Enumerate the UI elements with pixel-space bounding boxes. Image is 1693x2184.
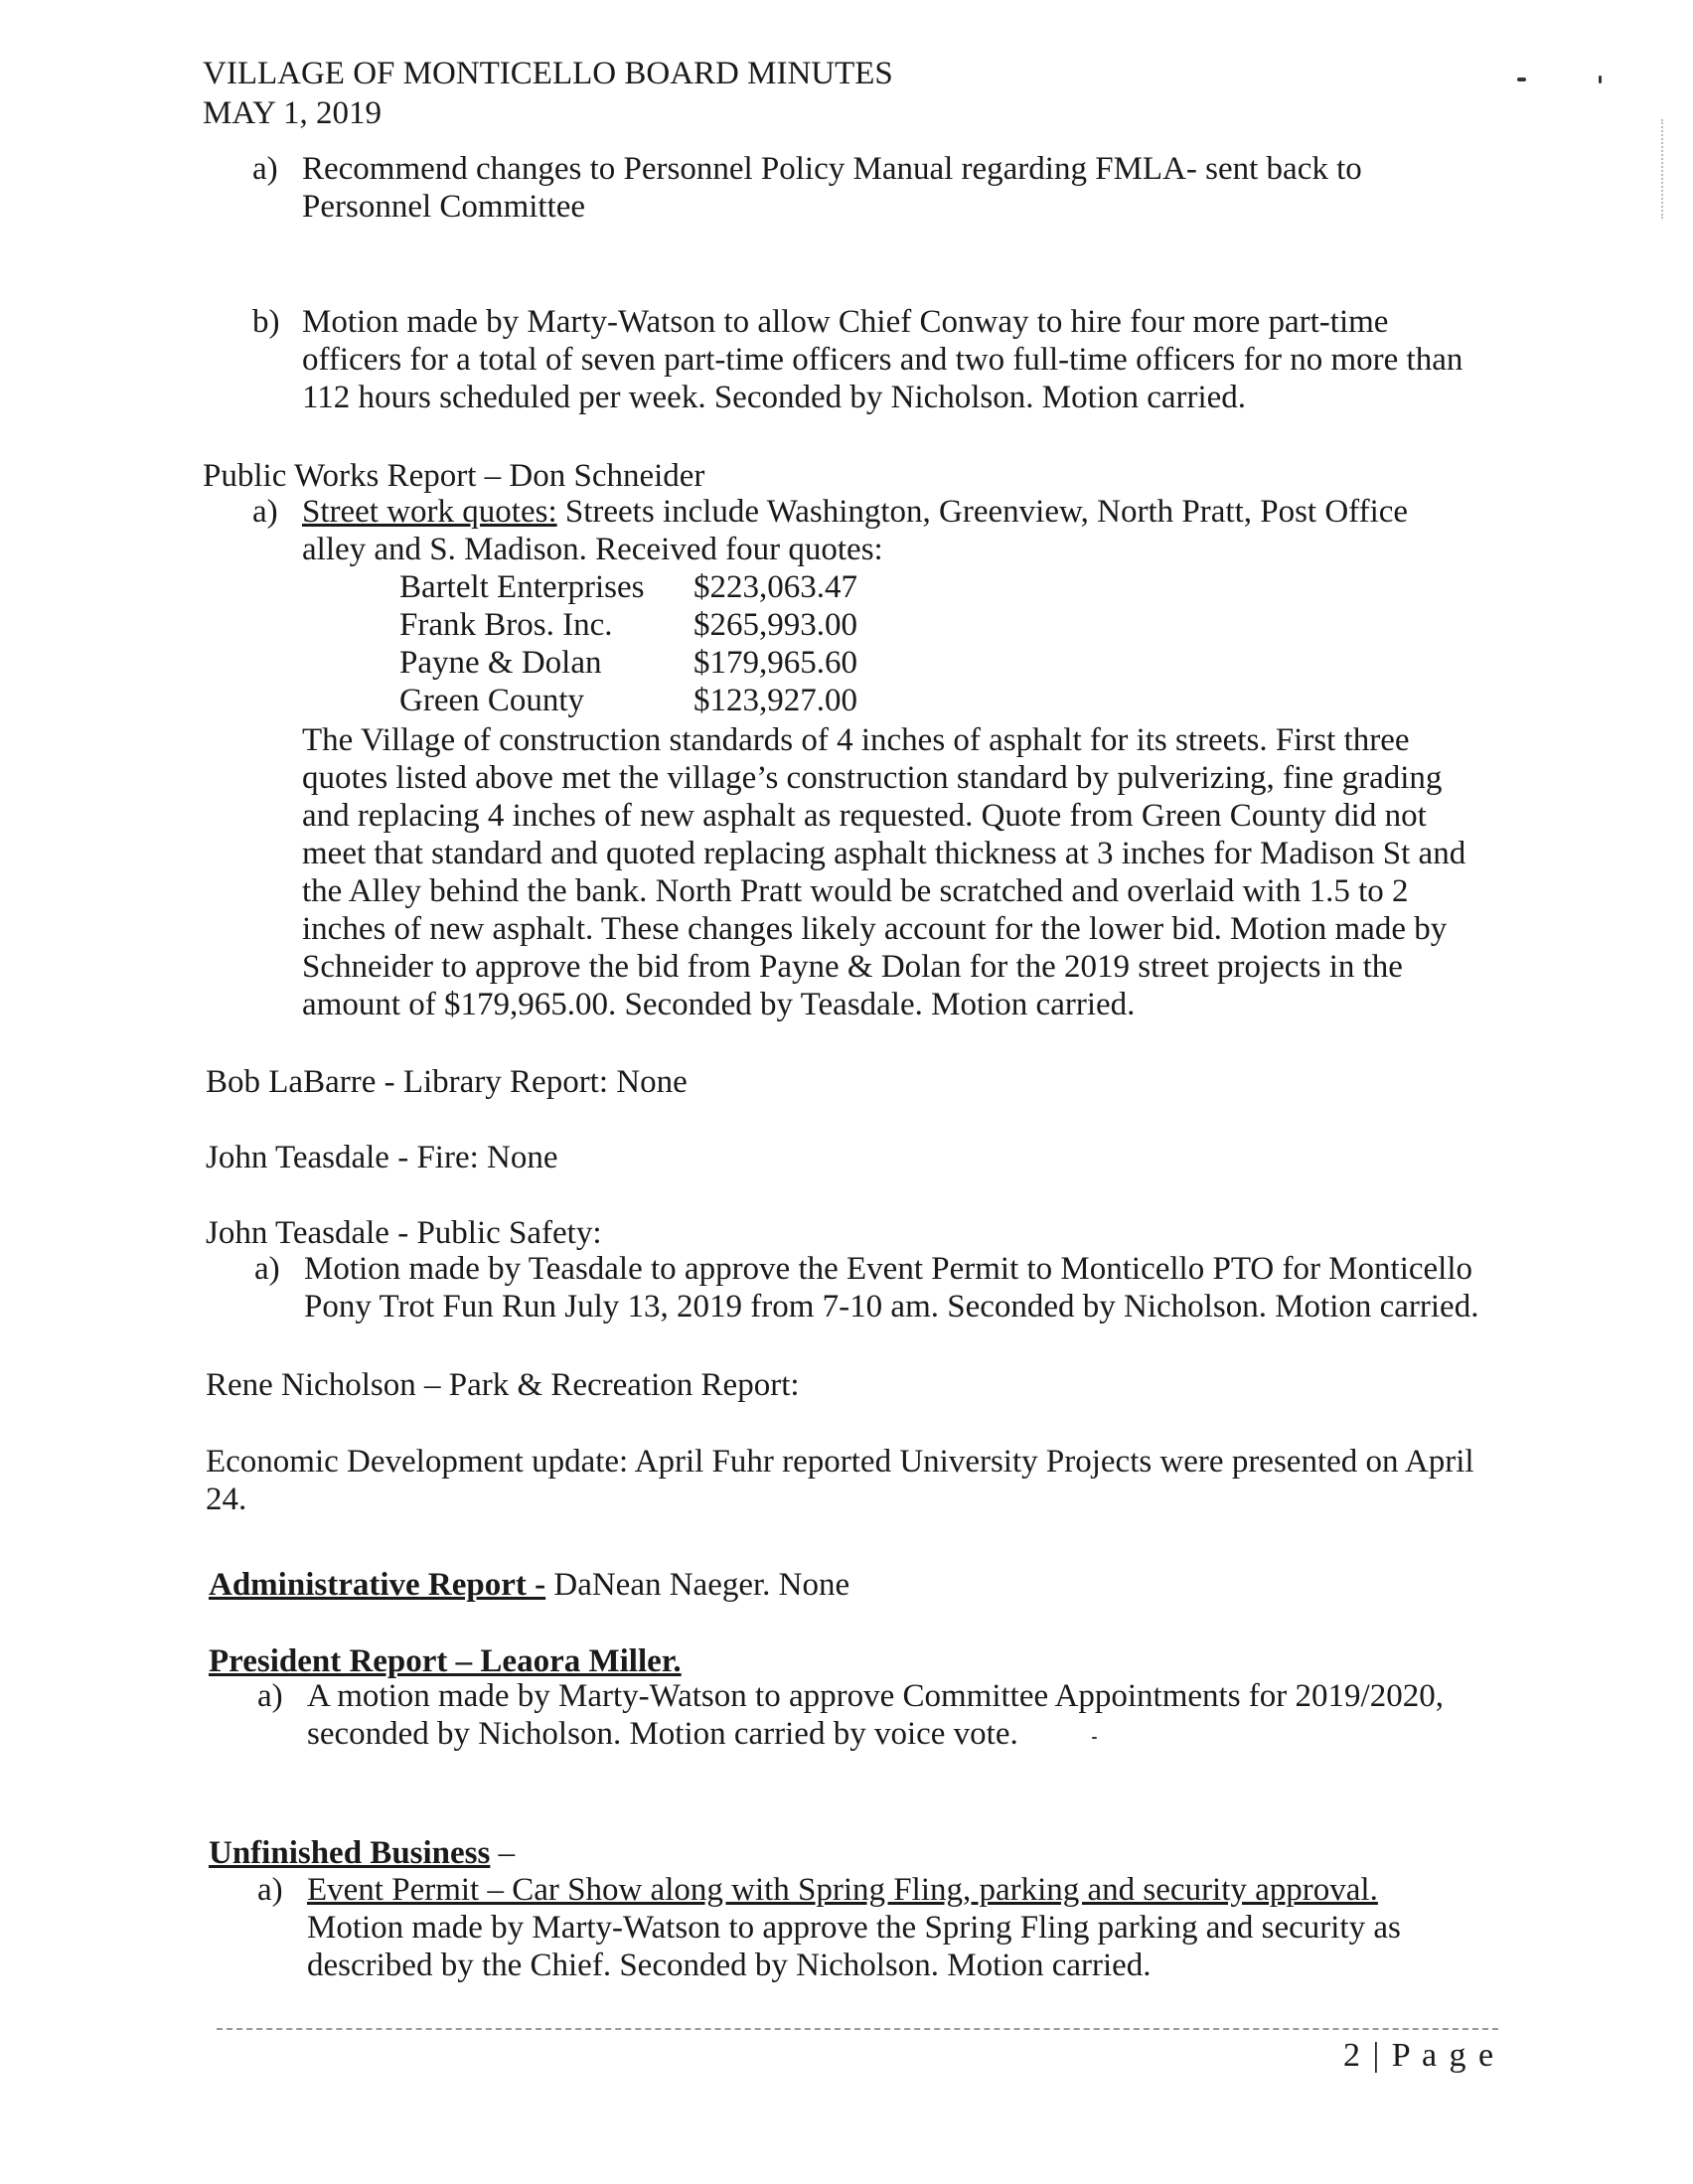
item-label: a) — [252, 151, 278, 187]
scan-speck — [1092, 1737, 1097, 1739]
quote-row — [399, 682, 857, 719]
quote-company: Frank Bros. Inc. — [399, 607, 613, 643]
quote-company: Bartelt Enterprises — [399, 569, 645, 605]
item-text: Motion made by Teasdale to approve the Event Permit to Monticello PTO for Monticello Pony Trot Fun Run July 13, 2019 from 7-10 am. Seconded by Nicholson. Motion carried. — [304, 1251, 1479, 1325]
quotes-table — [399, 568, 857, 719]
scan-speck — [1599, 76, 1602, 83]
economic-development-update: Economic Development update: April Fuhr reported University Projects were presented on April 24. — [206, 1444, 1474, 1517]
administrative-text: DaNean Naeger. None — [545, 1567, 850, 1603]
unfinished-business — [209, 1834, 515, 1872]
item-text: A motion made by Marty-Watson to approve Committee Appointments for 2019/2020, seconded by Nicholson. Motion carried by voice vote. — [307, 1678, 1444, 1752]
quote-company: Payne & Dolan — [399, 645, 602, 681]
event-permit-title: Event Permit – Car Show along with Spring Fling, parking and security approval. — [307, 1872, 1378, 1908]
administrative-heading: Administrative Report - — [209, 1567, 546, 1603]
quote-amount: $265,993.00 — [693, 607, 857, 643]
item-label: a) — [254, 1251, 280, 1287]
item-text: Motion made by Marty-Watson to allow Chief Conway to hire four more part-time officers for a total of seven part-time officers and two full-time officers for no more than 112 hours scheduled per week. Seconded by Nicholson. Motion carried. — [302, 304, 1463, 415]
library-report: Bob LaBarre - Library Report: None — [206, 1064, 688, 1100]
public-safety-item-a — [254, 1250, 1506, 1329]
public-works-heading: Public Works Report – Don Schneider — [203, 458, 705, 494]
street-work-quotes-title: Street work quotes: — [302, 494, 557, 530]
quote-row — [399, 568, 857, 606]
item-label: a) — [252, 494, 278, 530]
quote-row — [399, 644, 857, 682]
street-work-details: The Village of construction standards of 4 inches of asphalt for its streets. First three quotes listed above met the village’s construction standard by pulverizing, fine grading and replacing 4 inches of new asphalt as requested. Quote from Green County did not meet that standard and quoted replacing asphalt thickness at 3 inches for Madison St and the Alley behind the bank. North Pratt would be scratched and overlaid with 1.5 to 2 inches of new asphalt. These changes likely account for the lower bid. Motion made by Schneider to approve the bid from Payne & Dolan for the 2019 street projects in the amount of $179,965.00. Seconded by Teasdale. Motion carried. — [302, 722, 1466, 1022]
fire-report: John Teasdale - Fire: None — [206, 1140, 558, 1175]
document-date: MAY 1, 2019 — [203, 95, 383, 131]
unfinished-item-a — [257, 1871, 1499, 1990]
quote-company: Green County — [399, 683, 585, 718]
unfinished-dash: – — [490, 1835, 516, 1871]
personnel-item-b — [252, 303, 1494, 422]
park-recreation-report: Rene Nicholson – Park & Recreation Report: — [206, 1367, 800, 1403]
item-text: Recommend changes to Personnel Policy Manual regarding FMLA- sent back to Personnel Committee — [302, 151, 1362, 225]
personnel-item-a — [252, 150, 1494, 230]
administrative-report — [209, 1566, 849, 1604]
item-label: b) — [252, 304, 280, 340]
quote-amount: $223,063.47 — [693, 569, 857, 605]
unfinished-heading: Unfinished Business — [209, 1835, 491, 1871]
president-item-a — [257, 1677, 1499, 1757]
item-label: a) — [257, 1678, 283, 1714]
footer-rule — [217, 2028, 1498, 2030]
public-safety-heading: John Teasdale - Public Safety: — [206, 1215, 602, 1251]
street-work-quotes-intro: Streets include Washington, Greenview, North Pratt, Post Office alley and S. Madison. Received four quotes: — [302, 494, 1409, 567]
scan-edge-dots — [1661, 119, 1663, 219]
street-work-quotes-item — [252, 493, 1494, 572]
quote-amount: $179,965.60 — [693, 645, 857, 681]
president-heading: President Report – Leaora Miller. — [209, 1643, 682, 1679]
document-title: VILLAGE OF MONTICELLO BOARD MINUTES — [203, 56, 893, 91]
event-permit-text: Motion made by Marty-Watson to approve the Spring Fling parking and security as described by the Chief. Seconded by Nicholson. Motion carried. — [307, 1910, 1401, 1983]
scan-speck — [1517, 78, 1526, 81]
quote-row — [399, 606, 857, 644]
page-number: 2 | P a g e — [1343, 2037, 1496, 2074]
quote-amount: $123,927.00 — [693, 683, 857, 718]
item-label: a) — [257, 1872, 283, 1908]
